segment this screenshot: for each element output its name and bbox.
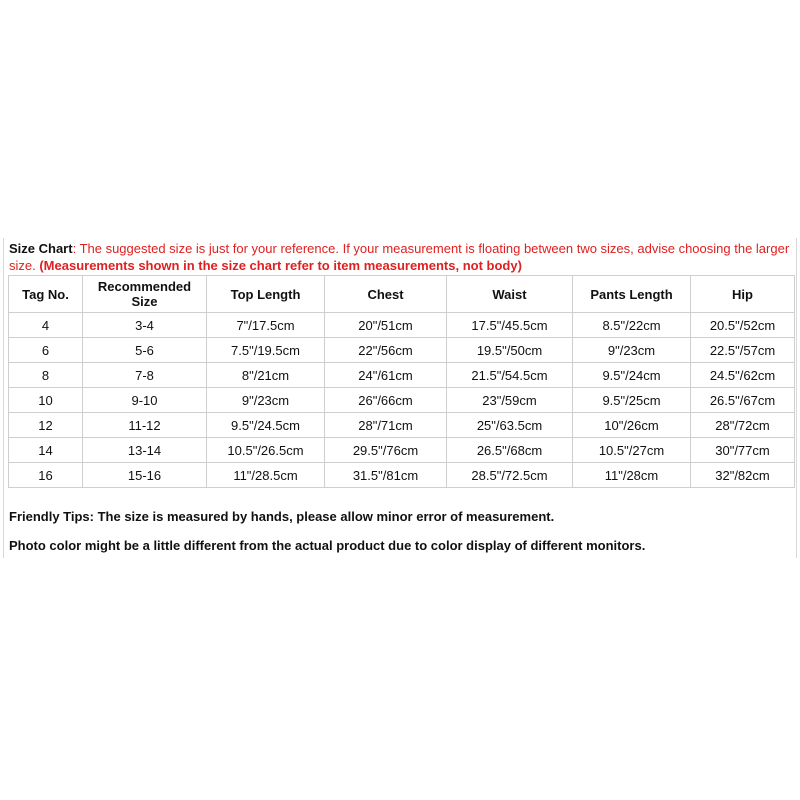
cell-hip: 20.5"/52cm xyxy=(691,313,795,338)
table-row xyxy=(9,313,795,338)
measurement-note: (Measurements shown in the size chart refer to item measurements, not body) xyxy=(39,258,522,273)
table-row xyxy=(9,363,795,388)
cell-top-length: 7"/17.5cm xyxy=(207,313,325,338)
table-row xyxy=(9,338,795,363)
cell-hip: 30"/77cm xyxy=(691,438,795,463)
cell-waist: 19.5"/50cm xyxy=(447,338,573,363)
cell-top-length: 7.5"/19.5cm xyxy=(207,338,325,363)
cell-waist: 21.5"/54.5cm xyxy=(447,363,573,388)
header-top-length: Top Length xyxy=(207,276,325,313)
cell-top-length: 9"/23cm xyxy=(207,388,325,413)
cell-chest: 29.5"/76cm xyxy=(325,438,447,463)
cell-recommended-size: 3-4 xyxy=(83,313,207,338)
friendly-tips: Friendly Tips: The size is measured by hands, please allow minor error of measurement. xyxy=(9,509,555,524)
cell-waist: 23"/59cm xyxy=(447,388,573,413)
cell-hip: 22.5"/57cm xyxy=(691,338,795,363)
header-tag-no: Tag No. xyxy=(9,276,83,313)
cell-chest: 28"/71cm xyxy=(325,413,447,438)
cell-hip: 28"/72cm xyxy=(691,413,795,438)
cell-waist: 26.5"/68cm xyxy=(447,438,573,463)
table-body xyxy=(9,313,795,488)
cell-top-length: 10.5"/26.5cm xyxy=(207,438,325,463)
cell-waist: 25"/63.5cm xyxy=(447,413,573,438)
size-chart-intro xyxy=(9,240,795,274)
header-waist: Waist xyxy=(447,276,573,313)
cell-chest: 31.5"/81cm xyxy=(325,463,447,488)
cell-chest: 26"/66cm xyxy=(325,388,447,413)
header-chest: Chest xyxy=(325,276,447,313)
cell-chest: 20"/51cm xyxy=(325,313,447,338)
cell-recommended-size: 15-16 xyxy=(83,463,207,488)
cell-waist: 28.5"/72.5cm xyxy=(447,463,573,488)
cell-recommended-size: 11-12 xyxy=(83,413,207,438)
size-table xyxy=(8,275,795,488)
cell-tag-no: 6 xyxy=(9,338,83,363)
cell-top-length: 9.5"/24.5cm xyxy=(207,413,325,438)
cell-top-length: 11"/28.5cm xyxy=(207,463,325,488)
table-row xyxy=(9,413,795,438)
cell-chest: 22"/56cm xyxy=(325,338,447,363)
cell-chest: 24"/61cm xyxy=(325,363,447,388)
cell-pants-length: 9.5"/25cm xyxy=(573,388,691,413)
cell-waist: 17.5"/45.5cm xyxy=(447,313,573,338)
cell-recommended-size: 7-8 xyxy=(83,363,207,388)
cell-tag-no: 8 xyxy=(9,363,83,388)
cell-recommended-size: 9-10 xyxy=(83,388,207,413)
cell-tag-no: 12 xyxy=(9,413,83,438)
header-recommended-size: Recommended Size xyxy=(83,276,207,313)
cell-top-length: 8"/21cm xyxy=(207,363,325,388)
cell-tag-no: 4 xyxy=(9,313,83,338)
cell-pants-length: 9.5"/24cm xyxy=(573,363,691,388)
cell-tag-no: 10 xyxy=(9,388,83,413)
cell-pants-length: 9"/23cm xyxy=(573,338,691,363)
cell-pants-length: 8.5"/22cm xyxy=(573,313,691,338)
cell-hip: 26.5"/67cm xyxy=(691,388,795,413)
cell-pants-length: 11"/28cm xyxy=(573,463,691,488)
cell-pants-length: 10"/26cm xyxy=(573,413,691,438)
table-row xyxy=(9,388,795,413)
cell-recommended-size: 13-14 xyxy=(83,438,207,463)
cell-tag-no: 16 xyxy=(9,463,83,488)
photo-color-note: Photo color might be a little different from the actual product due to color display of different monitors. xyxy=(9,538,646,553)
size-advice-note: : The suggested size is just for your reference. If your measurement is floating between two sizes, advise choosing the larger size. xyxy=(9,241,790,273)
cell-hip: 24.5"/62cm xyxy=(691,363,795,388)
cell-pants-length: 10.5"/27cm xyxy=(573,438,691,463)
table-row xyxy=(9,463,795,488)
cell-tag-no: 14 xyxy=(9,438,83,463)
cell-hip: 32"/82cm xyxy=(691,463,795,488)
size-chart-label: Size Chart xyxy=(9,241,73,256)
table-row xyxy=(9,438,795,463)
header-pants-length: Pants Length xyxy=(573,276,691,313)
header-hip: Hip xyxy=(691,276,795,313)
table-header-row xyxy=(9,276,795,313)
size-chart-document xyxy=(3,238,797,558)
cell-recommended-size: 5-6 xyxy=(83,338,207,363)
